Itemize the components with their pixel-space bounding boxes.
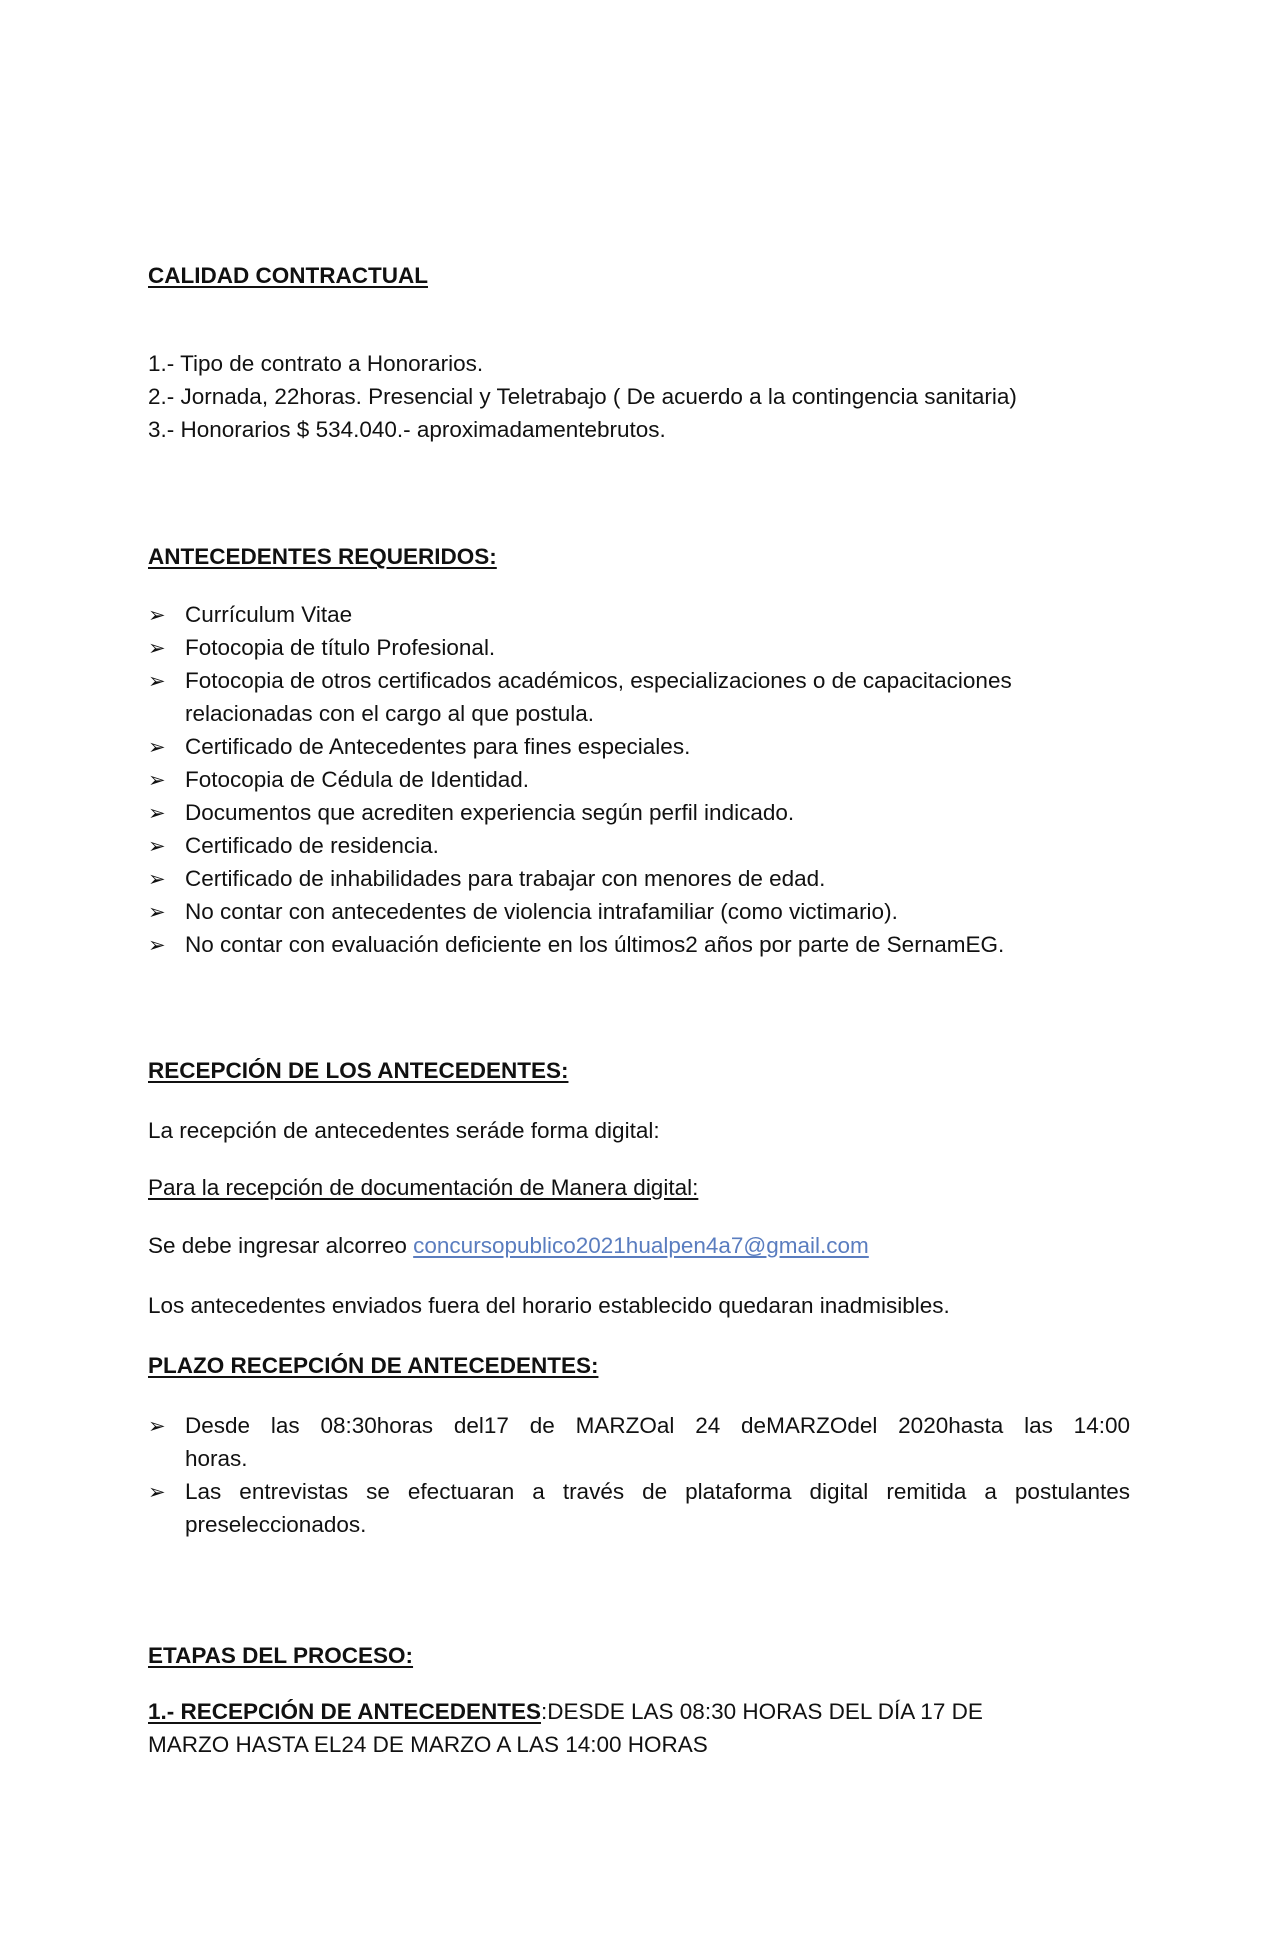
antecedentes-item-2: Fotocopia de título Profesional. [185,635,496,660]
arrowhead-bullet-icon: ➢ [148,901,166,924]
antecedentes-item-3-cont: relacionadas con el cargo al que postula. [185,701,595,726]
arrowhead-bullet-icon: ➢ [148,868,166,891]
etapas-heading: ETAPAS DEL PROCESO: [148,1643,414,1668]
calidad-heading: CALIDAD CONTRACTUAL [148,263,428,288]
antecedentes-item-5: Fotocopia de Cédula de Identidad. [185,767,530,792]
etapas-step-1 [148,1698,983,1725]
recepcion-line-2: Para la recepción de documentación de Manera digital: [148,1175,699,1200]
arrowhead-bullet-icon: ➢ [148,604,166,627]
recepcion-line-3-prefix: Se debe ingresar alcorreo [148,1233,414,1258]
calidad-item-2: 2.- Jornada, 22horas. Presencial y Teletrabajo ( De acuerdo a la contingencia sanitaria) [148,384,1017,409]
arrowhead-bullet-icon: ➢ [148,1481,166,1504]
antecedentes-item-10: No contar con evaluación deficiente en los últimos2 años por parte de SernamEG. [185,932,1005,957]
antecedentes-item-6: Documentos que acrediten experiencia según perfil indicado. [185,800,795,825]
etapas-step-1-cont: MARZO HASTA EL24 DE MARZO A LAS 14:00 HORAS [148,1732,708,1757]
antecedentes-item-3: Fotocopia de otros certificados académicos, especializaciones o de capacitaciones [185,668,1012,693]
plazo-heading: PLAZO RECEPCIÓN DE ANTECEDENTES: [148,1353,599,1378]
plazo-item-2: Las entrevistas se efectuaran a través de plataforma digital remitida a postulantes [185,1479,1130,1504]
antecedentes-item-4: Certificado de Antecedentes para fines especiales. [185,734,691,759]
antecedentes-item-9: No contar con antecedentes de violencia intrafamiliar (como victimario). [185,899,898,924]
arrowhead-bullet-icon: ➢ [148,637,166,660]
arrowhead-bullet-icon: ➢ [148,736,166,759]
arrowhead-bullet-icon: ➢ [148,1415,166,1438]
arrowhead-bullet-icon: ➢ [148,670,166,693]
plazo-item-1-cont: horas. [185,1446,248,1471]
etapas-step-1-label: 1.- RECEPCIÓN DE ANTECEDENTES [148,1699,541,1724]
arrowhead-bullet-icon: ➢ [148,934,166,957]
recepcion-line-4: Los antecedentes enviados fuera del horario establecido quedaran inadmisibles. [148,1293,950,1318]
antecedentes-item-1: Currículum Vitae [185,602,353,627]
plazo-item-2-cont: preseleccionados. [185,1512,367,1537]
plazo-item-1: Desde las 08:30horas del17 de MARZOal 24 deMARZOdel 2020hasta las 14:00 [185,1413,1130,1438]
arrowhead-bullet-icon: ➢ [148,769,166,792]
recepcion-heading: RECEPCIÓN DE LOS ANTECEDENTES: [148,1058,569,1083]
calidad-item-3: 3.- Honorarios $ 534.040.- aproximadamentebrutos. [148,417,666,442]
recepcion-line-1: La recepción de antecedentes seráde forma digital: [148,1118,660,1143]
calidad-item-1: 1.- Tipo de contrato a Honorarios. [148,351,484,376]
email-link[interactable]: concursopublico2021hualpen4a7@gmail.com [413,1233,869,1258]
antecedentes-heading: ANTECEDENTES REQUERIDOS: [148,544,497,569]
recepcion-line-3 [148,1232,869,1259]
antecedentes-item-8: Certificado de inhabilidades para trabajar con menores de edad. [185,866,826,891]
etapas-step-1-text: :DESDE LAS 08:30 HORAS DEL DÍA 17 DE [540,1699,983,1724]
antecedentes-item-7: Certificado de residencia. [185,833,439,858]
arrowhead-bullet-icon: ➢ [148,802,166,825]
arrowhead-bullet-icon: ➢ [148,835,166,858]
